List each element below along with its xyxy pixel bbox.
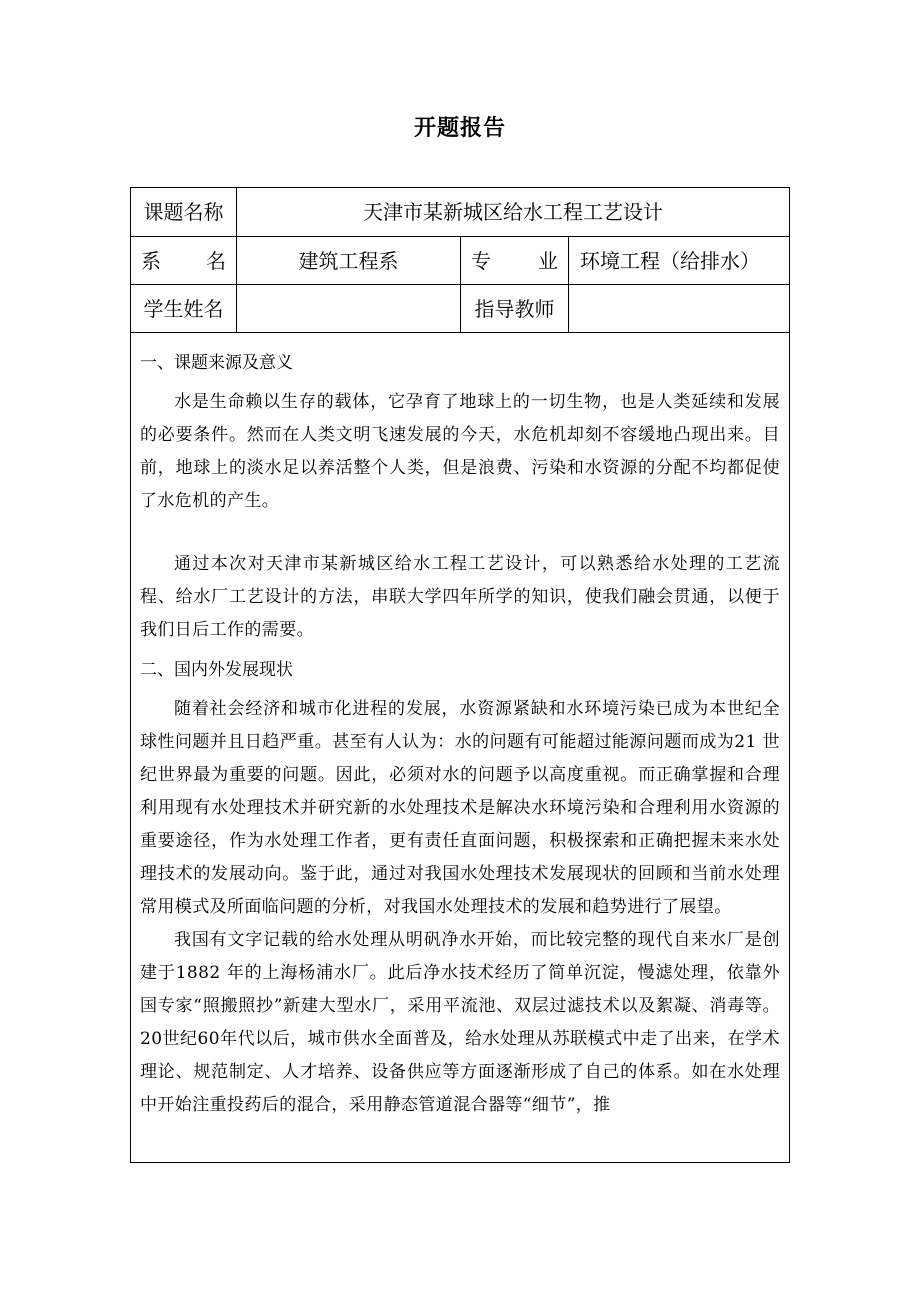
- major-label-char1: 专: [471, 248, 491, 273]
- section1-heading: 一、课题来源及意义: [140, 353, 293, 373]
- document-title: 开题报告: [413, 116, 506, 141]
- section2-paragraph2: 我国有文字记载的给水处理从明矾净水开始，而比较完整的现代自来水厂是创建于1882 年的上海杨浦水厂。此后净水技术经历了简单沉淀，慢滤处理，依靠外国专家“照搬照抄”新建大型水厂，采用平流池、双层过滤技术以及絮凝、消毒等。20世纪60年代以后，城市供水全面普及，给水处理从苏联模式中走了出来，在学术理论、规范制定、人才培养、设备供应等方面逐渐形成了自己的体系。如在水处理中开始注重投药后的混合，采用静态管道混合器等“细节”，推: [140, 930, 780, 1115]
- topic-label: 课题名称: [143, 200, 224, 224]
- advisor-label: 指导教师: [474, 296, 555, 321]
- section1-paragraph1: 水是生命赖以生存的载体，它孕育了地球上的一切生物，也是人类延续和发展的必要条件。然而在人类文明飞速发展的今天，水危机却刻不容缓地凸现出来。目前，地球上的淡水足以养活整个人类，但是浪费、污染和水资源的分配不均都促使了水危机的产生。: [140, 392, 780, 511]
- major-label-char2: 业: [538, 248, 558, 273]
- dept-label-char1: 系: [141, 248, 161, 273]
- student-name-label: 学生姓名: [143, 296, 224, 321]
- advisor-value: [569, 285, 789, 332]
- dept-label: [131, 237, 236, 284]
- topic-value: 天津市某新城区给水工程工艺设计: [363, 200, 663, 224]
- section2-paragraph1: 随着社会经济和城市化进程的发展，水资源紧缺和水环境污染已成为本世纪全球性问题并且日趋严重。甚至有人认为：水的问题有可能超过能源问题而成为21 世纪世界最为重要的问题。因此，必须对水的问题予以高度重视。而正确掌握和合理利用现有水处理技术并研究新的水处理技术是解决水环境污染和合理利用水资源的重要途径，作为水处理工作者，更有责任直面问题，积极探索和正确把握未来水处理技术的发展动向。鉴于此，通过对我国水处理技术发展现状的回顾和当前水处理常用模式及所面临问题的分析，对我国水处理技术的发展和趋势进行了展望。: [140, 699, 780, 917]
- major-label: [461, 237, 568, 284]
- dept-value: 建筑工程系: [298, 248, 399, 273]
- section1-paragraph2: 通过本次对天津市某新城区给水工程工艺设计，可以熟悉给水处理的工艺流程、给水厂工艺设计的方法，串联大学四年所学的知识，使我们融会贯通，以便于我们日后工作的需要。: [140, 554, 780, 640]
- section2-heading: 二、国内外发展现状: [140, 660, 293, 680]
- report-body: [140, 346, 780, 1162]
- dept-label-char2: 名: [206, 248, 226, 273]
- major-value: 环境工程（给排水）: [580, 248, 760, 273]
- student-name-value: [237, 285, 460, 332]
